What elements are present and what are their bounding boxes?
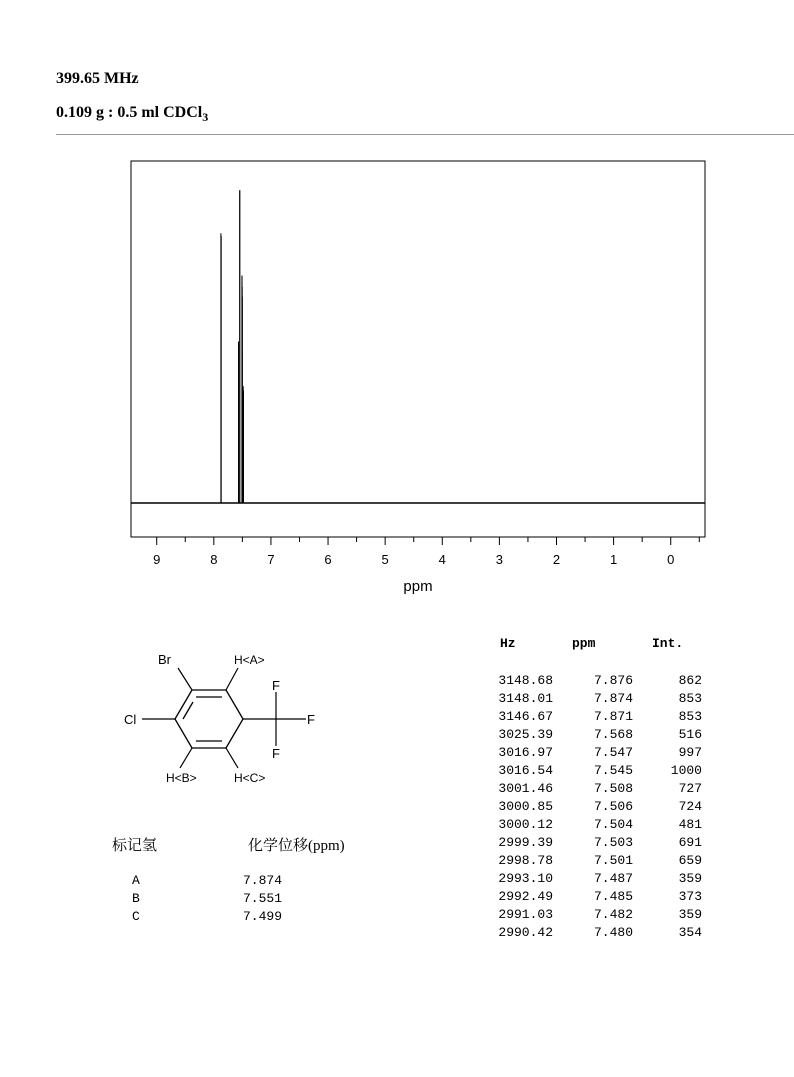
peak-hz: 3146.67 bbox=[498, 709, 553, 724]
peak-hz: 2992.49 bbox=[498, 889, 553, 904]
peak-ppm: 7.874 bbox=[593, 691, 633, 706]
peak-ppm: 7.485 bbox=[593, 889, 633, 904]
peak-hz: 3016.54 bbox=[498, 763, 553, 778]
peak-ppm: 7.503 bbox=[593, 835, 633, 850]
peak-ppm: 7.508 bbox=[593, 781, 633, 796]
peak-ppm: 7.482 bbox=[593, 907, 633, 922]
spectrum-peaks bbox=[221, 190, 244, 503]
x-tick-label: 1 bbox=[609, 552, 618, 567]
x-axis-tick-labels bbox=[153, 552, 674, 567]
peak-ppm: 7.871 bbox=[593, 709, 633, 724]
atom-f-top: F bbox=[272, 678, 280, 693]
peak-int: 359 bbox=[678, 871, 702, 886]
peak-int: 997 bbox=[678, 745, 702, 760]
peak-int: 481 bbox=[678, 817, 702, 832]
peak-int: 659 bbox=[678, 853, 702, 868]
frequency-label: 399.65 MHz bbox=[56, 70, 139, 87]
peak-ppm: 7.506 bbox=[593, 799, 633, 814]
assignment-row-shift: 7.874 bbox=[243, 873, 283, 888]
peak-hz: 3000.12 bbox=[498, 817, 553, 832]
assignment-row: C bbox=[132, 909, 140, 924]
peak-table-header-hz: Hz bbox=[500, 636, 516, 651]
peak-hz: 2991.03 bbox=[498, 907, 553, 922]
peak-int: 853 bbox=[678, 709, 702, 724]
atom-h-b: H<B> bbox=[166, 771, 197, 785]
x-tick-label: 6 bbox=[324, 552, 332, 567]
x-tick-label: 8 bbox=[210, 552, 218, 567]
x-tick-label: 2 bbox=[552, 552, 561, 567]
peak-ppm: 7.487 bbox=[593, 871, 633, 886]
peak-int: 373 bbox=[678, 889, 702, 904]
atom-br: Br bbox=[158, 652, 171, 667]
peak-hz: 3148.01 bbox=[498, 691, 553, 706]
x-tick-label: 0 bbox=[667, 552, 675, 567]
peak-hz: 3000.85 bbox=[498, 799, 553, 814]
assignment-header-label: 标记氢 bbox=[112, 838, 158, 854]
peak-int: 1000 bbox=[670, 763, 702, 778]
peak-hz: 2990.42 bbox=[498, 925, 553, 940]
x-tick-label: 4 bbox=[438, 552, 446, 567]
x-tick-label: 9 bbox=[153, 552, 161, 567]
x-tick-label: 3 bbox=[495, 552, 504, 567]
atom-cl: Cl bbox=[124, 712, 137, 727]
peak-hz: 2999.39 bbox=[498, 835, 553, 850]
peak-hz: 2993.10 bbox=[498, 871, 553, 886]
assignment-header-shift: 化学位移(ppm) bbox=[248, 838, 345, 854]
x-axis-label: ppm bbox=[403, 578, 433, 595]
sample-label: 0.109 g : 0.5 ml CDCl$_3$ bbox=[56, 104, 209, 125]
substituent-bonds bbox=[142, 668, 306, 768]
peak-ppm: 7.545 bbox=[593, 763, 633, 778]
peak-hz: 3148.68 bbox=[498, 673, 553, 688]
x-tick-label: 7 bbox=[267, 552, 275, 567]
peak-hz: 3001.46 bbox=[498, 781, 553, 796]
peak-int: 516 bbox=[678, 727, 702, 742]
benzene-ring bbox=[175, 690, 243, 748]
assignment-row: A bbox=[132, 873, 140, 888]
peak-ppm: 7.501 bbox=[593, 853, 633, 868]
peak-int: 862 bbox=[678, 673, 702, 688]
molecule-structure bbox=[100, 640, 340, 790]
peak-hz: 3016.97 bbox=[498, 745, 553, 760]
peak-ppm: 7.568 bbox=[593, 727, 633, 742]
peak-ppm: 7.504 bbox=[593, 817, 633, 832]
atom-h-c: H<C> bbox=[234, 771, 266, 785]
peak-ppm: 7.480 bbox=[593, 925, 633, 940]
peak-int: 724 bbox=[678, 799, 702, 814]
peak-int: 691 bbox=[678, 835, 702, 850]
peak-ppm: 7.547 bbox=[593, 745, 633, 760]
atom-h-a: H<A> bbox=[234, 653, 265, 667]
peak-table-header-int: Int. bbox=[652, 636, 684, 651]
peak-table-header-ppm: ppm bbox=[572, 636, 596, 651]
peak-int: 853 bbox=[678, 691, 702, 706]
assignment-row-shift: 7.551 bbox=[243, 891, 283, 906]
assignment-row-shift: 7.499 bbox=[243, 909, 283, 924]
peak-int: 354 bbox=[678, 925, 702, 940]
peak-ppm: 7.876 bbox=[593, 673, 633, 688]
peak-int: 727 bbox=[678, 781, 702, 796]
assignment-row: B bbox=[132, 891, 140, 906]
x-tick-label: 5 bbox=[381, 552, 389, 567]
peak-hz: 2998.78 bbox=[498, 853, 553, 868]
atom-f-bottom: F bbox=[272, 746, 280, 761]
atom-f-right: F bbox=[307, 712, 315, 727]
plot-frame bbox=[131, 161, 705, 537]
peak-int: 359 bbox=[678, 907, 702, 922]
peak-hz: 3025.39 bbox=[498, 727, 553, 742]
x-axis-ticks bbox=[157, 537, 700, 545]
